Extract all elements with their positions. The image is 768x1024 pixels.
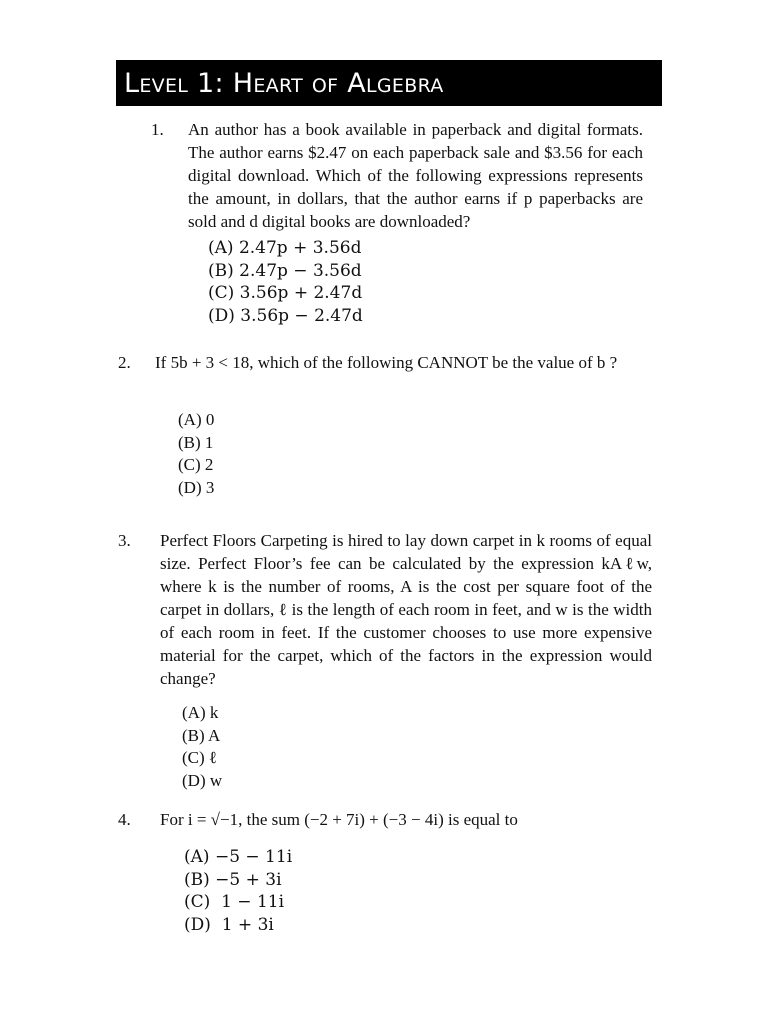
question-number: 1. xyxy=(151,120,164,139)
choice-a: (A) 0 xyxy=(178,410,215,429)
section-header xyxy=(116,60,662,106)
choice-b: (B) 1 xyxy=(178,432,214,452)
answer-choices xyxy=(208,237,363,327)
choice-b: (B) 2.47p − 3.56d xyxy=(208,260,362,281)
choice-d: (D) 3 xyxy=(178,477,215,497)
section-title: Level 1: Heart of Algebra xyxy=(124,67,444,99)
question-text: An author has a book available in paperback and digital formats. The author earns $2.47 on each paperback sale and $3.56 for each digital download. Which of the following expressions represents the amount, in dollars, that the author earns if p paperbacks are sold and d digital books are downloaded? xyxy=(188,120,643,231)
answer-choices xyxy=(184,846,292,936)
question-number: 4. xyxy=(118,810,131,829)
choice-c: (C) 3.56p + 2.47d xyxy=(208,283,363,303)
question-text: For i = √−1, the sum (−2 + 7i) + (−3 − 4i) is equal to xyxy=(160,810,518,829)
choice-c: (C) ℓ xyxy=(182,748,218,767)
choice-b: (B) A xyxy=(182,725,221,745)
choice-a: (A) −5 − 11i xyxy=(184,847,293,867)
question-number: 3. xyxy=(118,531,131,550)
question-2 xyxy=(118,351,648,501)
choice-d: (D) w xyxy=(182,770,223,790)
question-1 xyxy=(151,118,651,328)
question-4 xyxy=(118,808,658,948)
choice-c: (C) 2 xyxy=(178,455,214,474)
question-text: If 5b + 3 < 18, which of the following CANNOT be the value of b ? xyxy=(155,353,618,372)
question-text: Perfect Floors Carpeting is hired to lay down carpet in k rooms of equal size. Perfect Floor’s fee can be calculated by the expression kAℓw, where k is the number of rooms, A is the cost per square foot of the carpet in dollars, ℓ is the length of each room in feet, and w is the width of each room in feet. If the customer chooses to use more expensive material for the carpet, which of the factors in the expression would change? xyxy=(160,531,652,688)
choice-a: (A) k xyxy=(182,703,219,722)
choice-b: (B) −5 + 3i xyxy=(184,869,282,890)
choice-d: (D) 1 + 3i xyxy=(184,914,274,935)
choice-d: (D) 3.56p − 2.47d xyxy=(208,305,363,326)
choice-c: (C) 1 − 11i xyxy=(184,892,285,912)
question-3 xyxy=(118,529,658,799)
question-number: 2. xyxy=(118,353,131,372)
answer-choices xyxy=(178,409,214,499)
choice-a: (A) 2.47p + 3.56d xyxy=(208,238,362,258)
answer-choices xyxy=(182,702,222,792)
